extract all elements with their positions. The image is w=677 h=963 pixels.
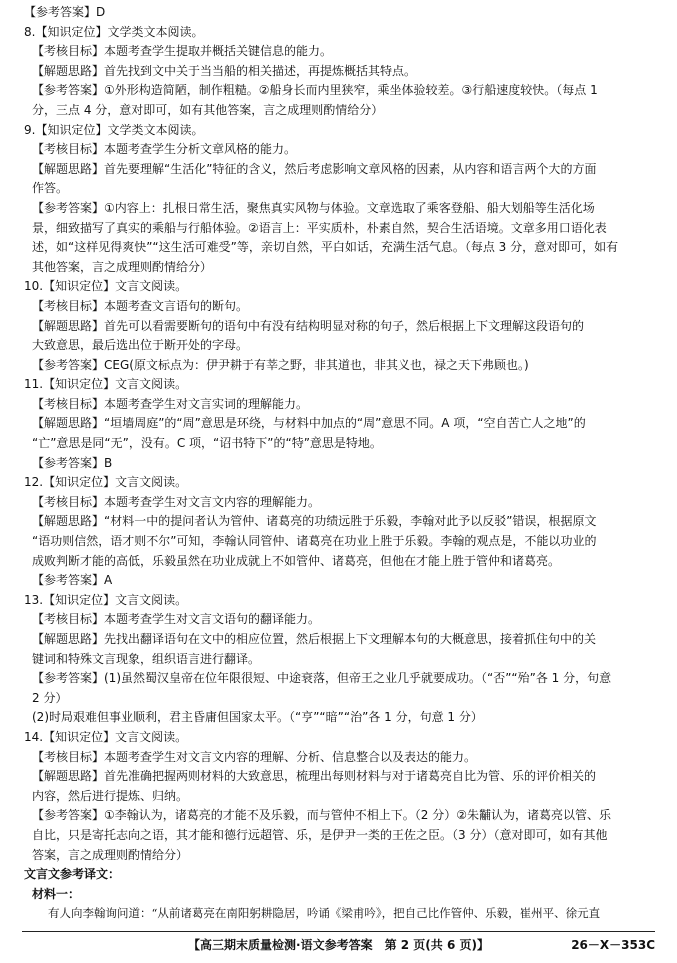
text-line: 【参考答案】B (32, 455, 113, 470)
text-line: 【考核目标】本题考查学生分析文章风格的能力。 (32, 142, 297, 157)
text-line: 材料一： (32, 886, 81, 901)
text-line: 其他答案，言之成理则酌情给分） (32, 259, 213, 274)
text-line: 答案，言之成理则酌情给分） (32, 847, 189, 862)
text-line: 【参考答案】①李翰认为，诸葛亮的才能不及乐毅，而与管仲不相上下。（2 分）②朱黼认为，诸葛亮以管、乐 (32, 808, 611, 823)
text-line: 【考核目标】本题考查学生提取并概括关键信息的能力。 (32, 44, 333, 59)
text-line: 13.【知识定位】文言文阅读。 (24, 592, 188, 607)
text-line: 有人向李翰询问道：“从前诸葛亮在南阳躬耕隐居，吟诵《梁甫吟》，把自己比作管仲、乐毅，崔州平、徐元直 (48, 906, 601, 921)
text-line: 【参考答案】CEG(原文标点为：伊尹耕于有莘之野，非其道也，非其义也，禄之天下弗顾也。) (32, 357, 529, 372)
text-line: 成败判断才能的高低，乐毅虽然在功业成就上不如管仲、诸葛亮，但他在才能上胜于管仲和诸葛亮。 (32, 553, 561, 568)
text-line: 9.【知识定位】文学类文本阅读。 (24, 122, 204, 137)
text-line: 【考核目标】本题考查学生对文言实词的理解能力。 (32, 396, 309, 411)
text-line: 【参考答案】①内容上：扎根日常生活，聚焦真实风物与体验。文章选取了乘客登船、船大划船等生活化场 (32, 200, 595, 215)
text-line: 【考核目标】本题考查文言语句的断句。 (32, 298, 249, 313)
text-line: 【解题思路】首先要理解“生活化”特征的含义，然后考虑影响文章风格的因素，从内容和语言两个大的方面 (32, 161, 597, 176)
text-line: 作答。 (32, 181, 69, 196)
text-line: 大致意思，最后选出位于断开处的字母。 (32, 338, 249, 353)
text-line: “亡”意思是同“无”，没有。C 项，“诏书特下”的“特”意思是特地。 (32, 436, 382, 451)
footer-code: 26－X－353C (571, 938, 655, 952)
text-line: (2)时局艰难但事业顺利，君主昏庸但国家太平。（“亨”“暗”“治”各 1 分，句意 1 分） (32, 710, 483, 725)
text-line: 述，如“这样见得爽快”“这生活可难受”等，亲切自然，平白如话，充满生活气息。（每点 3 分，意对即可，如有 (32, 240, 619, 255)
text-line: 【考核目标】本题考查学生对文言文内容的理解能力。 (32, 494, 321, 509)
text-line: 分，三点 4 分，意对即可，如有其他答案，言之成理则酌情给分） (32, 102, 384, 117)
text-line: 14.【知识定位】文言文阅读。 (24, 729, 188, 744)
text-line: 2 分） (32, 690, 68, 705)
text-line: 【解题思路】“材料一中的提问者认为管仲、诸葛亮的功绩远胜于乐毅，李翰对此予以反驳”错误，根据原文 (32, 514, 597, 529)
text-line: 12.【知识定位】文言文阅读。 (24, 475, 188, 490)
page-footer (0, 936, 677, 956)
text-line: 自比，只是寄托志向之语，其才能和德行远超管、乐，是伊尹一类的王佐之臣。（3 分）（意对即可，如有其他 (32, 827, 608, 842)
text-line: 【解题思路】先找出翻译语句在文中的相应位置，然后根据上下文理解本句的大概意思，接着抓住句中的关 (32, 632, 597, 646)
text-line: 【解题思路】首先准确把握两则材料的大致意思，梳理出每则材料与对于诸葛亮自比为管、乐的评价相关的 (32, 769, 597, 784)
answer-content (24, 3, 656, 924)
text-line: “语功则信然，语才则不尔”可知，李翰认同管仲、诸葛亮在功业上胜于乐毅。李翰的观点是，不能以功业的 (32, 534, 597, 549)
text-line: 【参考答案】(1)虽然蜀汉皇帝在位年限很短、中途衰落，但帝王之业几乎就要成功。（“否”“殆”各 1 分，句意 (32, 671, 612, 686)
text-line: 【参考答案】①外形构造简陋，制作粗糙。②船身长而内里狭窄，乘坐体验较差。③行船速度较快。（每点 1 (32, 83, 598, 98)
text-line: 文言文参考译文： (24, 867, 121, 882)
text-line: 景，细致描写了真实的乘船与行船体验。②语言上：平实质朴，朴素自然，契合生活语境。文章多用口语化表 (32, 220, 607, 235)
text-line: 10.【知识定位】文言文阅读。 (24, 279, 188, 294)
footer-title: 【高三期末质量检测·语文参考答案 第 2 页(共 6 页)】 (188, 938, 489, 952)
text-line: 【解题思路】“垣墙周庭”的“周”意思是环绕，与材料中加点的“周”意思不同。A 项，“空自苦亡人之地”的 (32, 416, 586, 431)
text-line: 【解题思路】首先可以看需要断句的语句中有没有结构明显对称的句子，然后根据上下文理解这段语句的 (32, 318, 585, 333)
text-line: 【考核目标】本题考查学生对文言文内容的理解、分析、信息整合以及表达的能力。 (32, 749, 477, 764)
footer-rule (22, 931, 655, 932)
text-line: 键词和特殊文言现象，组织语言进行翻译。 (32, 651, 261, 666)
text-line: 【参考答案】A (32, 573, 113, 588)
text-line: 【参考答案】D (24, 5, 106, 19)
text-line: 8.【知识定位】文学类文本阅读。 (24, 24, 204, 39)
text-line: 【解题思路】首先找到文中关于当当船的相关描述，再提炼概括其特点。 (32, 63, 417, 78)
text-line: 内容，然后进行提炼、归纳。 (32, 788, 189, 803)
text-line: 【考核目标】本题考查学生对文言文语句的翻译能力。 (32, 612, 321, 627)
text-line: 11.【知识定位】文言文阅读。 (24, 377, 188, 392)
